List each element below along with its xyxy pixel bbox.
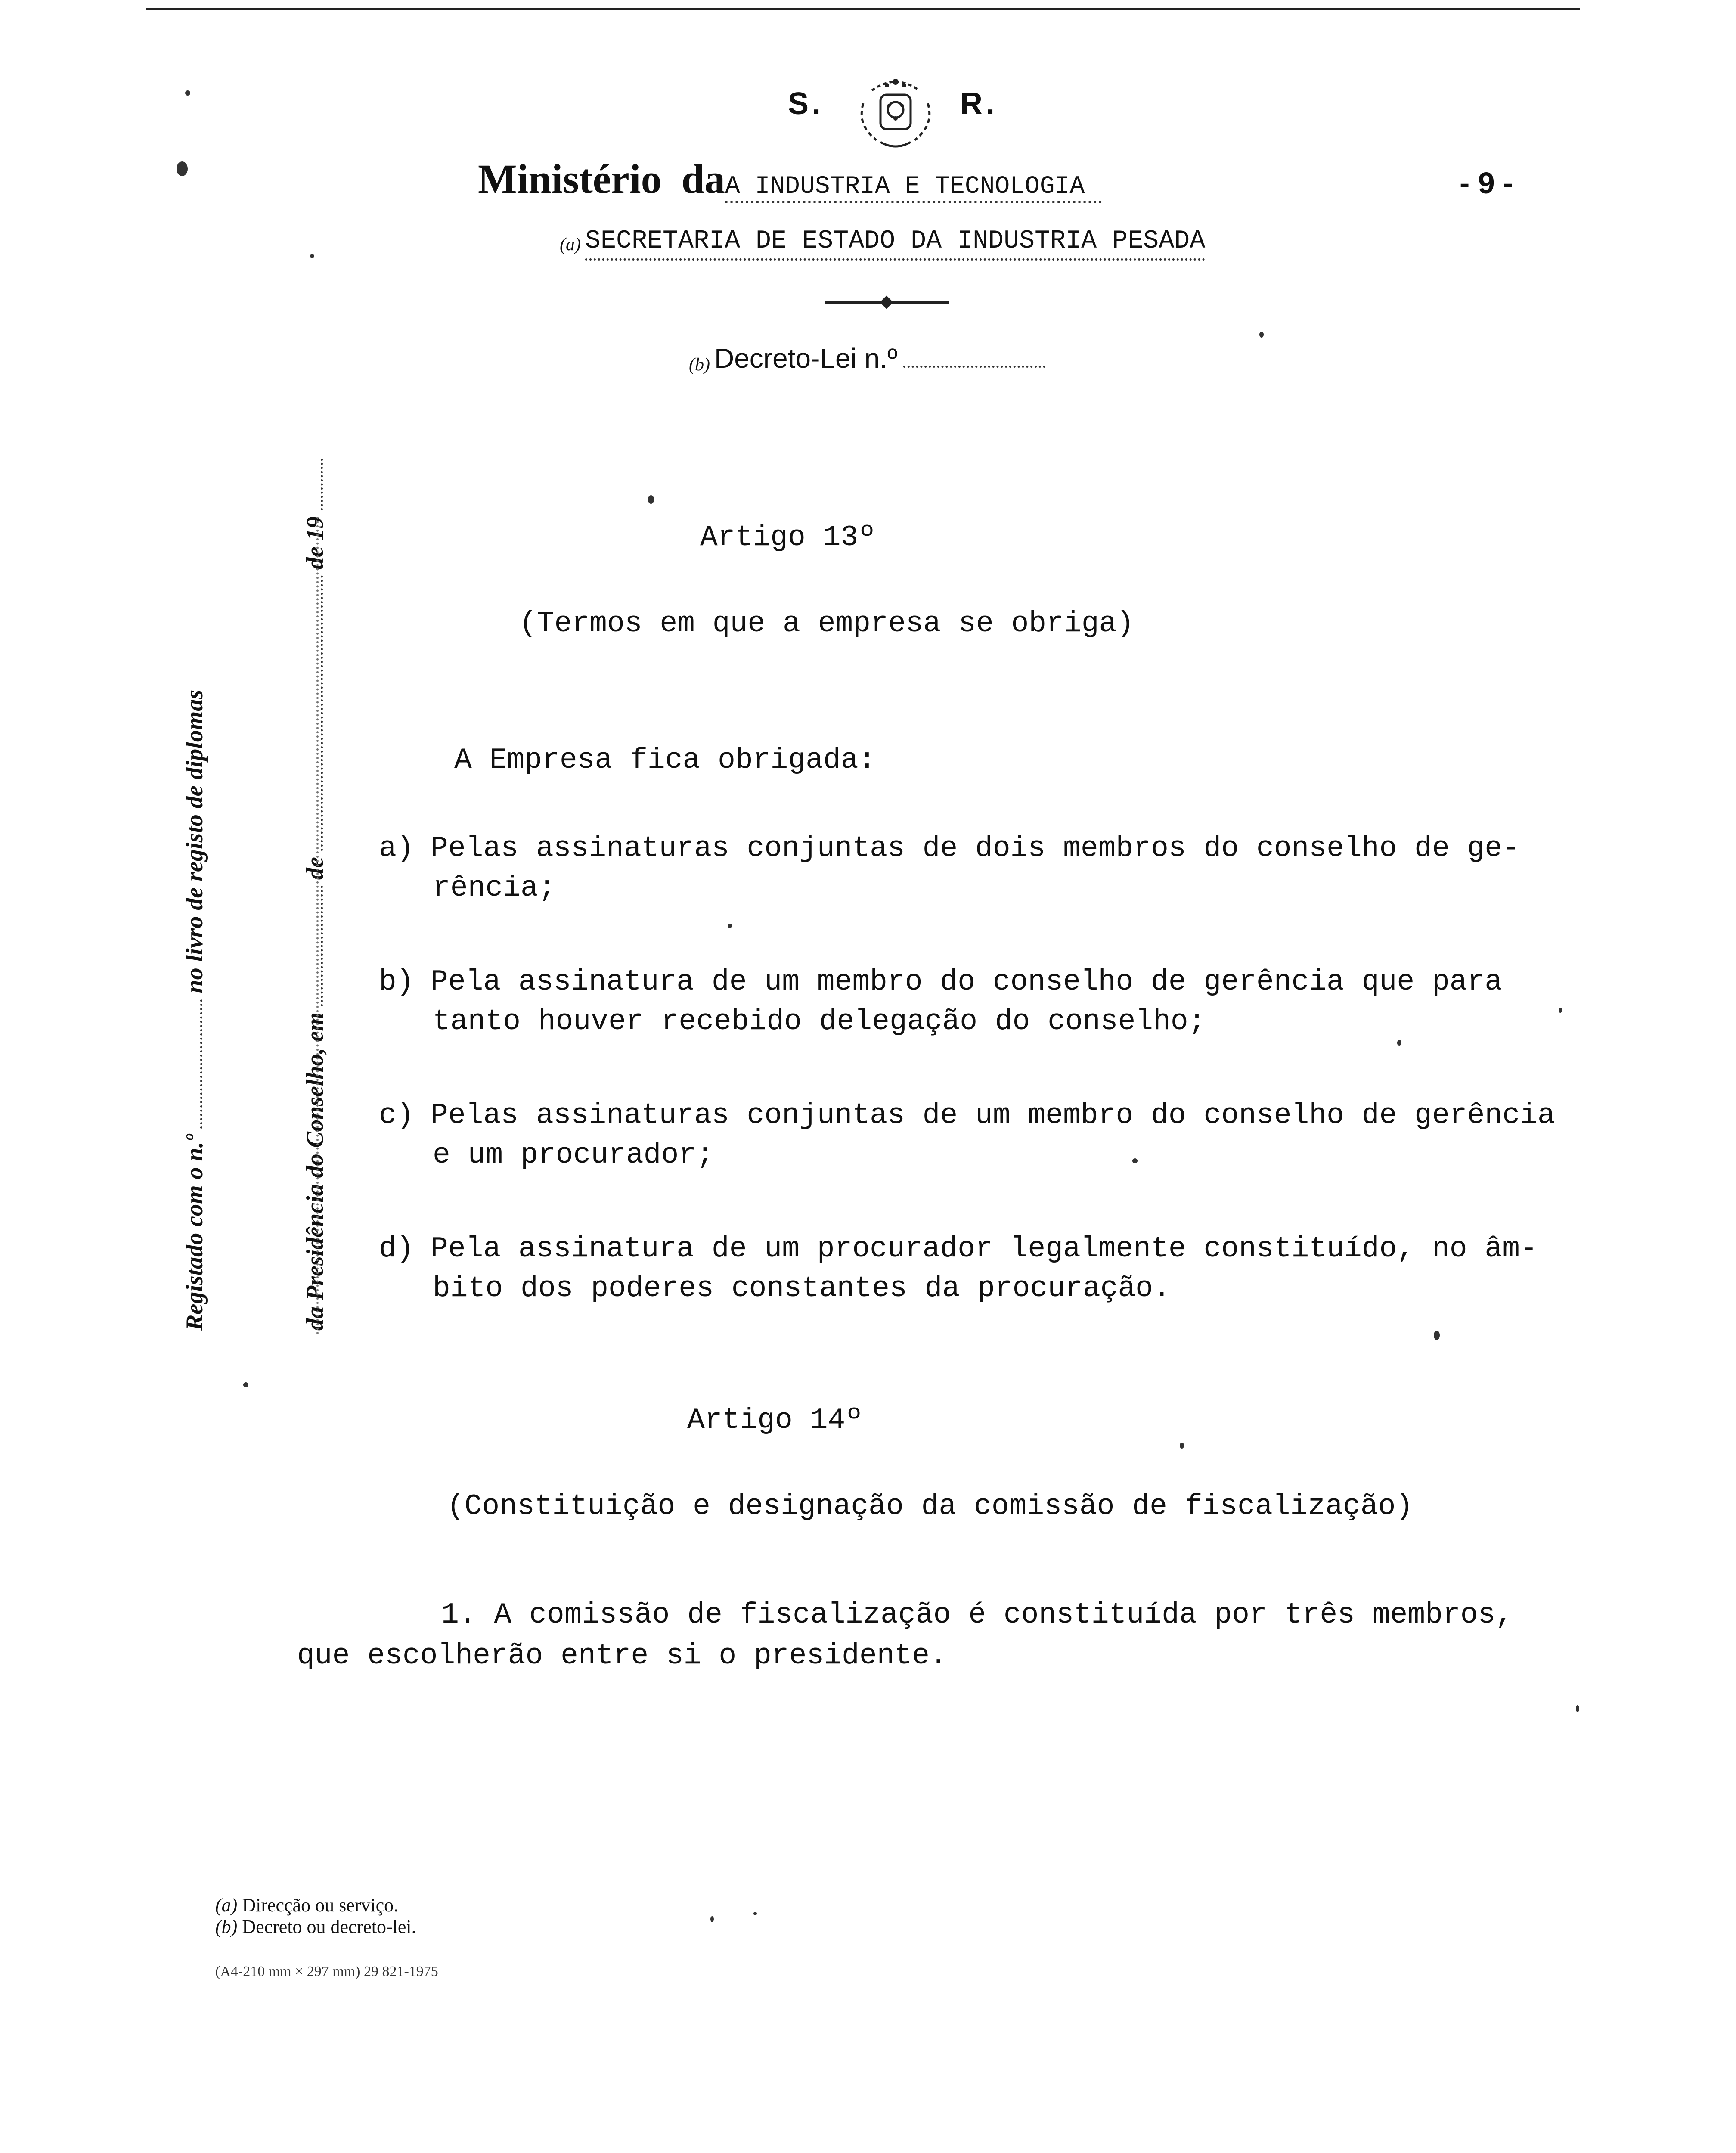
item-c-label: c)	[379, 1099, 414, 1132]
decree-marker: (b)	[689, 355, 710, 375]
margin-register-text1b: no livro de registo de diplomas	[181, 689, 208, 993]
ministry-name: A INDUSTRIA E TECNOLOGIA	[725, 173, 1102, 203]
margin-blank-year	[321, 459, 323, 510]
margin-blank-month	[321, 575, 323, 851]
article13-item-a	[379, 829, 1520, 908]
footnote-b	[215, 1916, 416, 1938]
margin-blank-day	[321, 886, 323, 1006]
print-code: (A4-210 mm × 297 mm) 29 821-1975	[215, 1964, 438, 1979]
article13-item-c	[379, 1096, 1555, 1175]
secretariat-name: SECRETARIA DE ESTADO DA INDUSTRIA PESADA	[585, 226, 1205, 261]
footnote-b-marker: (b)	[215, 1916, 238, 1937]
item-c-line1: Pelas assinaturas conjuntas de um membro do conselho de gerência	[431, 1099, 1555, 1132]
item-b-line2: tanto houver recebido delegação do conselho;	[433, 1005, 1206, 1038]
margin-blank-number	[200, 999, 202, 1129]
article13-title: Artigo 13º	[700, 521, 876, 554]
item-a-line2: rência;	[433, 872, 556, 905]
article13-item-b	[379, 962, 1502, 1042]
decree-number-blank	[903, 366, 1045, 368]
article14-subtitle: (Constituição e designação da comissão de fiscalização)	[446, 1490, 1414, 1523]
secretariat-marker: (a)	[560, 235, 581, 254]
footnote-b-text: Decreto ou decreto-lei.	[242, 1916, 416, 1937]
footnote-a-text: Direcção ou serviço.	[242, 1895, 399, 1916]
item-d-line1: Pela assinatura de um procurador legalmente constituído, no âm-	[431, 1232, 1538, 1266]
margin-register-line2	[301, 459, 329, 1331]
header-right-letter: R.	[960, 87, 998, 121]
item-d-label: d)	[379, 1232, 414, 1266]
margin-register-line1	[181, 690, 208, 1331]
article14-para-line1: 1. A comissão de fiscalização é constituída por três membros,	[441, 1598, 1513, 1632]
divider-diamond-icon	[880, 295, 893, 309]
coat-of-arms-seal-icon	[846, 65, 945, 155]
item-d-line2: bito dos poderes constantes da procuração.	[433, 1272, 1171, 1305]
ministry-prefix: Ministério	[478, 156, 662, 202]
ministry-connector: da	[681, 156, 725, 202]
footnote-a-marker: (a)	[215, 1895, 238, 1916]
article14-title: Artigo 14º	[687, 1404, 863, 1437]
item-b-label: b)	[379, 965, 414, 999]
margin-dotted-rule	[316, 517, 320, 1335]
item-a-line1: Pelas assinaturas conjuntas de dois membros do conselho de ge-	[431, 832, 1520, 865]
margin-register-text2c: de 19	[302, 516, 329, 570]
item-c-line2: e um procurador;	[433, 1139, 714, 1172]
decree-line	[689, 342, 1045, 375]
article13-item-d	[379, 1229, 1538, 1309]
article13-intro: A Empresa fica obrigada:	[454, 744, 876, 777]
article14-para-line2: que escolherão entre si o presidente.	[297, 1639, 947, 1672]
margin-register-text2: da Presidência do Conselho, em	[302, 1012, 329, 1331]
margin-register-text2b: de	[302, 857, 329, 880]
footnote-a	[215, 1895, 398, 1916]
header-left-letter: S.	[788, 87, 825, 121]
item-a-label: a)	[379, 832, 414, 865]
decree-label: Decreto-Lei n.º	[714, 343, 898, 374]
ministry-line	[478, 155, 1102, 203]
article13-subtitle: (Termos em que a empresa se obriga)	[519, 607, 1135, 640]
margin-register-text1: Registado com o n.º	[181, 1134, 208, 1331]
top-rule	[146, 8, 1580, 10]
item-b-line1: Pela assinatura de um membro do conselho de gerência que para	[431, 965, 1503, 999]
secretariat-line	[560, 228, 1205, 254]
page-number: - 9 -	[1460, 166, 1513, 200]
